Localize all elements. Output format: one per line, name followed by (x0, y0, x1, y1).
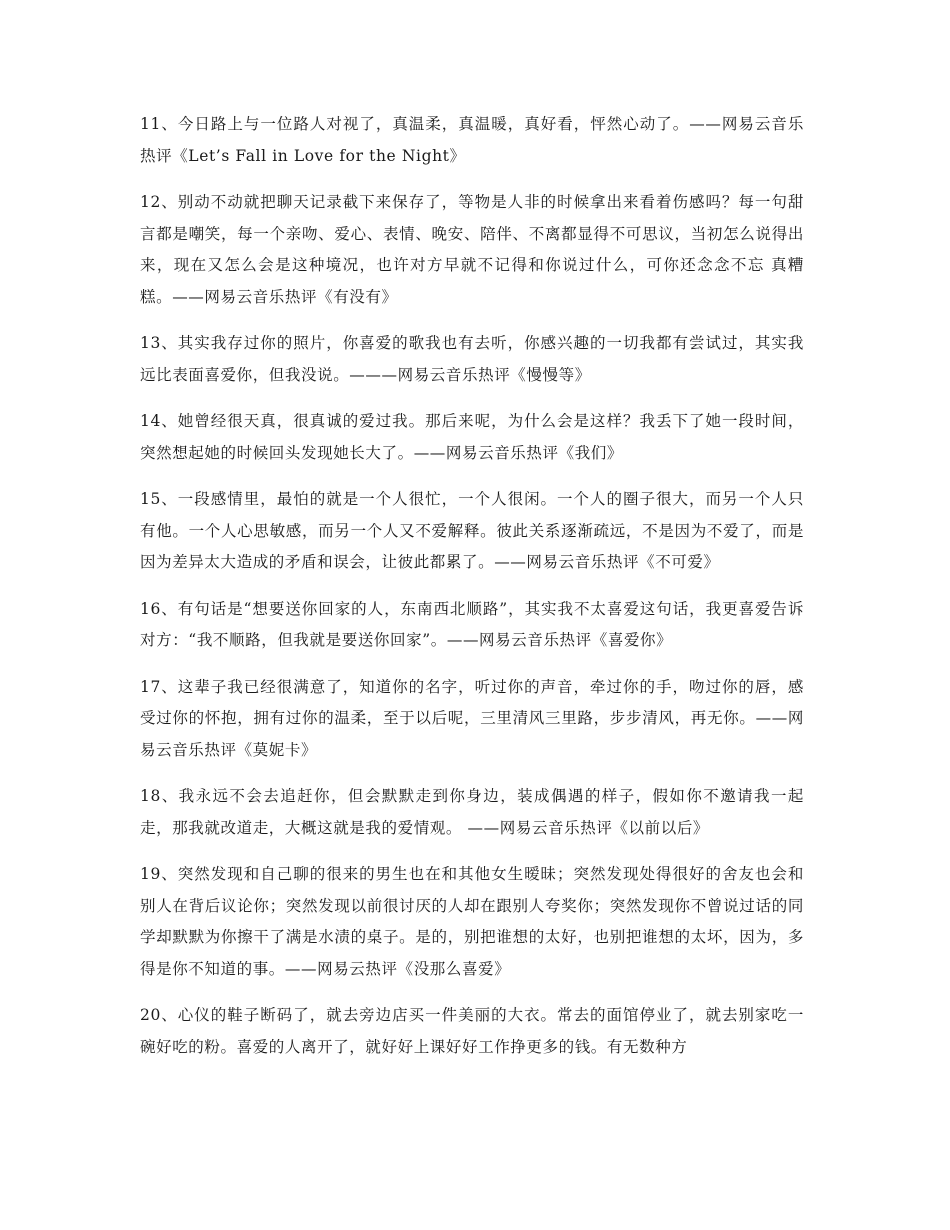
paragraph-20: 20、心仪的鞋子断码了，就去旁边店买一件美丽的大衣。常去的面馆停业了，就去别家吃一碗好吃的粉。喜爱的人离开了，就好好上课好好工作挣更多的钱。有无数种方 (140, 1006, 804, 1056)
document-body (140, 109, 804, 1078)
paragraph-17: 17、这辈子我已经很满意了，知道你的名字，听过你的声音，牵过你的手，吻过你的唇，感受过你的怀抱，拥有过你的温柔，至于以后呢，三里清风三里路，步步清风，再无你。——网易云音乐热评《莫妮卡》 (140, 677, 804, 759)
paragraph-15: 15、一段感情里，最怕的就是一个人很忙，一个人很闲。一个人的圈子很大，而另一个人只有他。一个人心思敏感，而另一个人又不爱解释。彼此关系逐渐疏远，不是因为不爱了，而是因为差异太大造成的矛盾和误会，让彼此都累了。——网易云音乐热评《不可爱》 (140, 490, 804, 571)
paragraph-12: 12、别动不动就把聊天记录截下来保存了，等物是人非的时候拿出来看着伤感吗？每一句甜言都是嘲笑，每一个亲吻、爱心、表情、晚安、陪伴、不离都显得不可思议，当初怎么说得出来，现在又怎么会是这种境况，也许对方早就不记得和你说过什么，可你还念念不忘 真糟糕。——网易云音乐热评《有没有》 (140, 193, 804, 306)
paragraph-13: 13、其实我存过你的照片，你喜爱的歌我也有去听，你感兴趣的一切我都有尝试过，其实我远比表面喜爱你，但我没说。———网易云音乐热评《慢慢等》 (140, 334, 804, 384)
paragraph-18: 18、我永远不会去追赶你，但会默默走到你身边，装成偶遇的样子，假如你不邀请我一起走，那我就改道走，大概这就是我的爱情观。 ——网易云音乐热评《以前以后》 (140, 787, 804, 837)
paragraph-19: 19、突然发现和自己聊的很来的男生也在和其他女生暧昧；突然发现处得很好的舍友也会和别人在背后议论你；突然发现以前很讨厌的人却在跟别人夸奖你；突然发现你不曾说过话的同学却默默为你擦干了满是水渍的桌子。是的，别把谁想的太好，也别把谁想的太坏，因为，多得是你不知道的事。——网易云热评《没那么喜爱》 (140, 865, 804, 978)
paragraph-14: 14、她曾经很天真，很真诚的爱过我。那后来呢，为什么会是这样？我丢下了她一段时间，突然想起她的时候回头发现她长大了。——网易云音乐热评《我们》 (140, 412, 804, 462)
paragraph-16: 16、有句话是“想要送你回家的人，东南西北顺路”，其实我不太喜爱这句话，我更喜爱告诉对方：“我不顺路，但我就是要送你回家”。——网易云音乐热评《喜爱你》 (140, 599, 804, 649)
paragraph-11: 11、今日路上与一位路人对视了，真温柔，真温暖，真好看，怦然心动了。——网易云音乐热评《Let’s Fall in Love for the Night》 (140, 115, 804, 165)
